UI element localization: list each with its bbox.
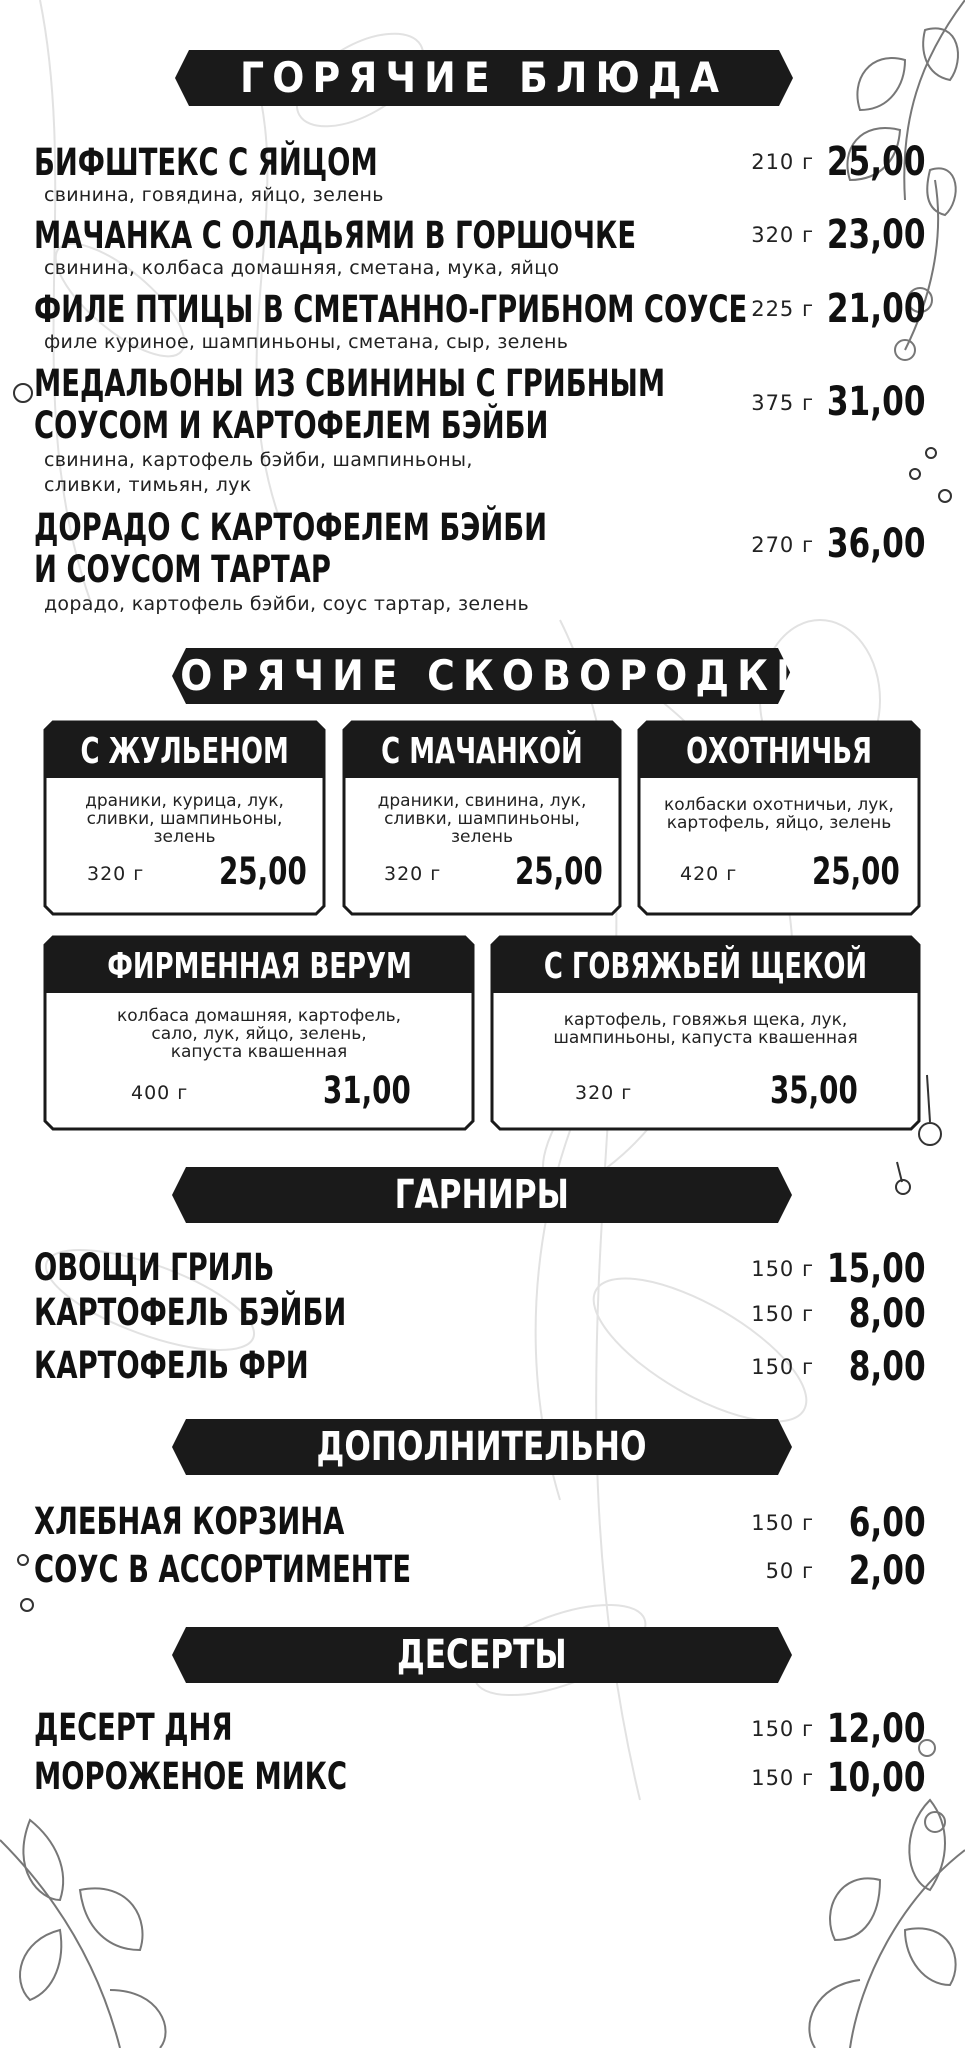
card-price: 31,00 [323, 1069, 411, 1112]
card-description: драники, курица, лук, сливки, шампиньоны, зелень [85, 791, 284, 847]
dish-name: КАРТОФЕЛЬ ФРИ [34, 1344, 309, 1387]
section-banner-garnishes [172, 1167, 792, 1223]
menu-item [34, 1500, 934, 1546]
card-price: 25,00 [812, 850, 900, 893]
card-weight: 320 г [384, 863, 442, 885]
dish-name: КАРТОФЕЛЬ БЭЙБИ [34, 1291, 347, 1334]
dish-name: БИФШТЕКС С ЯЙЦОМ [34, 141, 378, 184]
dish-weight: 50 г [765, 1559, 814, 1583]
section-banner-extras [172, 1419, 792, 1475]
dish-name: ДОРАДО С КАРТОФЕЛЕМ БЭЙБИ [34, 506, 548, 549]
dish-price: 12,00 [827, 1706, 926, 1752]
dish-weight: 150 г [751, 1302, 814, 1326]
menu-item [34, 1291, 934, 1337]
dish-weight: 150 г [751, 1511, 814, 1535]
dish-name: МЕДАЛЬОНЫ ИЗ СВИНИНЫ С ГРИБНЫМ [34, 362, 666, 405]
dish-name: МОРОЖЕНОЕ МИКС [34, 1755, 348, 1798]
card-description: картофель, говяжья щека, лук, шампиньоны, капуста квашенная [553, 1010, 858, 1048]
card-price: 25,00 [219, 850, 307, 893]
dish-price: 2,00 [849, 1548, 926, 1594]
dish-weight: 270 г [751, 533, 814, 557]
dish-price: 10,00 [827, 1755, 926, 1801]
section-title: ГАРНИРЫ [394, 1172, 570, 1218]
dish-price: 8,00 [849, 1344, 926, 1390]
dish-name-line2: И СОУСОМ ТАРТАР [34, 548, 331, 591]
dish-price: 23,00 [827, 212, 926, 258]
dish-weight: 320 г [751, 223, 814, 247]
card-title: ОХОТНИЧЬЯ [686, 730, 872, 772]
skillet-card [637, 720, 921, 916]
menu-item [34, 139, 934, 208]
card-description: колбаса домашняя, картофель, сало, лук, яйцо, зелень, капуста квашенная [117, 1006, 401, 1062]
menu-item [34, 1548, 934, 1594]
card-description: драники, свинина, лук, сливки, шампиньоны, зелень [377, 791, 587, 847]
dish-description: дорадо, картофель бэйби, соус тартар, зелень [44, 593, 529, 615]
card-price: 35,00 [770, 1069, 858, 1112]
menu-item [34, 1755, 934, 1801]
card-weight: 320 г [87, 863, 145, 885]
card-weight: 420 г [680, 863, 738, 885]
dish-price: 15,00 [827, 1246, 926, 1292]
card-title: ФИРМЕННАЯ ВЕРУМ [106, 945, 412, 987]
dish-weight: 150 г [751, 1717, 814, 1741]
dish-price: 21,00 [827, 286, 926, 332]
dish-weight: 210 г [751, 150, 814, 174]
skillet-card [490, 935, 921, 1131]
section-title: ГОРЯЧИЕ СКОВОРОДКИ [148, 651, 816, 700]
dish-description: свинина, говядина, яйцо, зелень [44, 184, 384, 206]
section-banner-hot-dishes [175, 50, 793, 106]
section-title: ГОРЯЧИЕ БЛЮДА [240, 53, 728, 102]
dish-name: ХЛЕБНАЯ КОРЗИНА [34, 1500, 345, 1543]
dish-price: 31,00 [827, 379, 926, 425]
section-title: ДЕСЕРТЫ [397, 1632, 567, 1678]
skillet-card [43, 935, 475, 1131]
menu-item [34, 1246, 934, 1292]
menu-item [34, 286, 934, 355]
dish-weight: 150 г [751, 1766, 814, 1790]
menu-item [34, 508, 934, 617]
card-weight: 320 г [575, 1082, 633, 1104]
dish-description: свинина, картофель бэйби, шампиньоны, [44, 449, 473, 471]
skillet-card [342, 720, 622, 916]
card-weight: 400 г [131, 1082, 189, 1104]
menu-item [34, 212, 934, 281]
menu-item [34, 364, 934, 498]
skillet-card [43, 720, 326, 916]
card-title: С ГОВЯЖЬЕЙ ЩЕКОЙ [543, 945, 868, 987]
card-description: колбаски охотничьи, лук, картофель, яйцо, зелень [664, 795, 894, 833]
card-price: 25,00 [515, 850, 603, 893]
dish-description-line2: сливки, тимьян, лук [44, 474, 252, 496]
dish-name: СОУС В АССОРТИМЕНТЕ [34, 1548, 412, 1591]
dish-name-line2: СОУСОМ И КАРТОФЕЛЕМ БЭЙБИ [34, 404, 549, 447]
section-title: ДОПОЛНИТЕЛЬНО [316, 1424, 648, 1470]
card-title: С МАЧАНКОЙ [381, 730, 583, 772]
section-banner-skillets [148, 648, 816, 704]
dish-price: 36,00 [827, 521, 926, 567]
dish-weight: 375 г [751, 391, 814, 415]
dish-description: филе куриное, шампиньоны, сметана, сыр, зелень [44, 331, 569, 353]
section-banner-desserts [172, 1627, 792, 1683]
dish-name: ОВОЩИ ГРИЛЬ [34, 1246, 275, 1289]
dish-price: 25,00 [827, 139, 926, 185]
dish-name: ДЕСЕРТ ДНЯ [34, 1706, 233, 1749]
dish-price: 8,00 [849, 1291, 926, 1337]
dish-weight: 225 г [751, 297, 814, 321]
menu-item [34, 1706, 934, 1752]
menu-item [34, 1344, 934, 1390]
dish-name: ФИЛЕ ПТИЦЫ В СМЕТАННО-ГРИБНОМ СОУСЕ [34, 288, 748, 331]
dish-weight: 150 г [751, 1355, 814, 1379]
dish-weight: 150 г [751, 1257, 814, 1281]
dish-price: 6,00 [849, 1500, 926, 1546]
card-title: С ЖУЛЬЕНОМ [80, 730, 289, 772]
dish-description: свинина, колбаса домашняя, сметана, мука, яйцо [44, 257, 560, 279]
dish-name: МАЧАНКА С ОЛАДЬЯМИ В ГОРШОЧКЕ [34, 214, 637, 257]
